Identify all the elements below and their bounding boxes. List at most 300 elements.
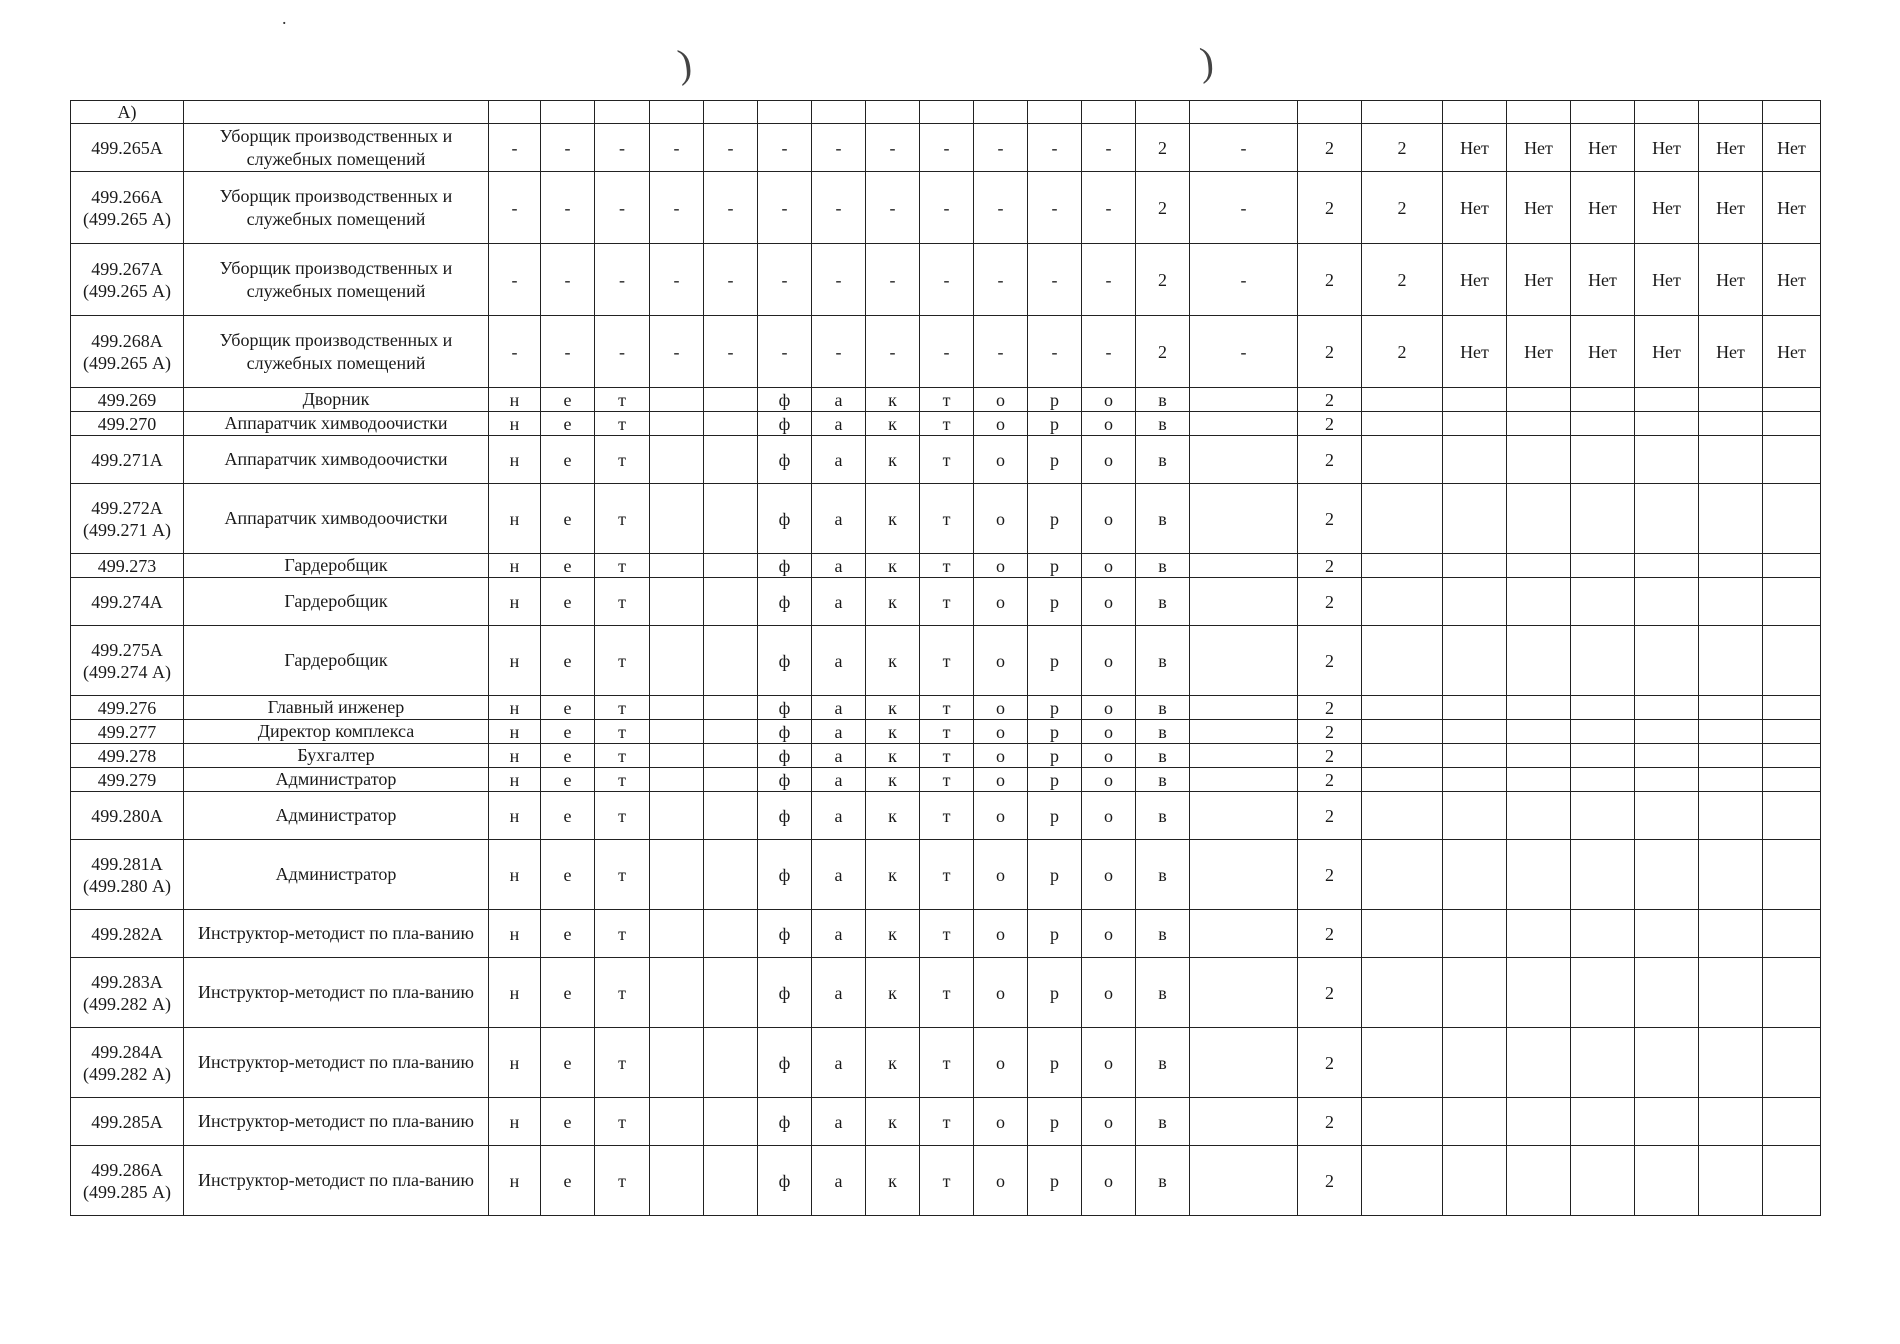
- value-cell: о: [974, 626, 1028, 696]
- value-cell: Нет: [1507, 124, 1571, 172]
- value-cell: о: [1082, 626, 1136, 696]
- value-cell: ф: [758, 1028, 812, 1098]
- value-cell: а: [812, 554, 866, 578]
- value-cell: Нет: [1571, 124, 1635, 172]
- empty-cell: [812, 101, 866, 124]
- empty-cell: [1190, 101, 1298, 124]
- empty-cell: [1082, 101, 1136, 124]
- value-cell: т: [595, 792, 650, 840]
- table-row: [71, 554, 1821, 578]
- empty-cell: [1507, 1028, 1571, 1098]
- empty-cell: [1763, 792, 1821, 840]
- value-cell: е: [541, 484, 595, 554]
- value-cell: -: [920, 172, 974, 244]
- empty-cell: [1362, 578, 1443, 626]
- value-cell: -: [758, 124, 812, 172]
- value-cell: е: [541, 840, 595, 910]
- value-cell: 2: [1298, 578, 1362, 626]
- value-cell: р: [1028, 958, 1082, 1028]
- value-cell: [704, 840, 758, 910]
- empty-cell: [1635, 1098, 1699, 1146]
- value-cell: к: [866, 388, 920, 412]
- workplace-code-cell: 499.277: [71, 720, 184, 744]
- table-row: [71, 316, 1821, 388]
- value-cell: [704, 436, 758, 484]
- value-cell: к: [866, 436, 920, 484]
- empty-cell: [1443, 768, 1507, 792]
- empty-cell: [1763, 578, 1821, 626]
- value-cell: [704, 554, 758, 578]
- value-cell: а: [812, 436, 866, 484]
- scan-bracket-mark: ): [1197, 38, 1216, 85]
- value-cell: о: [1082, 720, 1136, 744]
- value-cell: а: [812, 578, 866, 626]
- workplace-code-cell: 499.280А: [71, 792, 184, 840]
- value-cell: е: [541, 720, 595, 744]
- empty-cell: [1507, 910, 1571, 958]
- value-cell: о: [974, 484, 1028, 554]
- value-cell: 2: [1362, 172, 1443, 244]
- empty-cell: [1763, 744, 1821, 768]
- value-cell: о: [974, 720, 1028, 744]
- position-name-cell: Дворник: [184, 388, 489, 412]
- position-name-cell: Инструктор-методист по пла-ванию: [184, 1146, 489, 1216]
- value-cell: 2: [1362, 316, 1443, 388]
- table-row: [71, 744, 1821, 768]
- table-row: [71, 578, 1821, 626]
- value-cell: -: [866, 244, 920, 316]
- value-cell: о: [974, 554, 1028, 578]
- value-cell: т: [595, 626, 650, 696]
- value-cell: [650, 744, 704, 768]
- value-cell: -: [1028, 244, 1082, 316]
- value-cell: р: [1028, 1098, 1082, 1146]
- value-cell: 2: [1298, 244, 1362, 316]
- value-cell: -: [541, 172, 595, 244]
- empty-cell: [1507, 744, 1571, 768]
- empty-cell: [1362, 792, 1443, 840]
- value-cell: -: [758, 316, 812, 388]
- empty-cell: [1635, 578, 1699, 626]
- empty-cell: [1699, 626, 1763, 696]
- value-cell: т: [595, 720, 650, 744]
- value-cell: 2: [1298, 910, 1362, 958]
- empty-cell: [1507, 578, 1571, 626]
- empty-cell: [1699, 792, 1763, 840]
- empty-cell: [1571, 412, 1635, 436]
- empty-cell: [1443, 626, 1507, 696]
- value-cell: в: [1136, 554, 1190, 578]
- empty-cell: [1362, 1028, 1443, 1098]
- empty-cell: [1635, 101, 1699, 124]
- value-cell: -: [920, 316, 974, 388]
- empty-cell: [1507, 1146, 1571, 1216]
- value-cell: а: [812, 1098, 866, 1146]
- value-cell: к: [866, 578, 920, 626]
- value-cell: [1190, 768, 1298, 792]
- value-cell: [650, 1098, 704, 1146]
- empty-cell: [1507, 412, 1571, 436]
- value-cell: о: [1082, 1098, 1136, 1146]
- value-cell: ф: [758, 578, 812, 626]
- position-name-cell: Аппаратчик химводоочистки: [184, 484, 489, 554]
- value-cell: -: [974, 244, 1028, 316]
- value-cell: 2: [1298, 696, 1362, 720]
- empty-cell: [1699, 101, 1763, 124]
- value-cell: т: [595, 1028, 650, 1098]
- value-cell: -: [920, 124, 974, 172]
- empty-cell: [1443, 101, 1507, 124]
- value-cell: -: [541, 124, 595, 172]
- value-cell: Нет: [1699, 124, 1763, 172]
- empty-cell: [1507, 388, 1571, 412]
- value-cell: [1190, 696, 1298, 720]
- value-cell: ф: [758, 958, 812, 1028]
- workplace-code-cell: 499.270: [71, 412, 184, 436]
- value-cell: -: [1190, 244, 1298, 316]
- value-cell: ф: [758, 910, 812, 958]
- value-cell: [650, 1146, 704, 1216]
- empty-cell: [1443, 1146, 1507, 1216]
- table-row: [71, 412, 1821, 436]
- value-cell: [650, 768, 704, 792]
- value-cell: а: [812, 412, 866, 436]
- empty-cell: [1507, 554, 1571, 578]
- value-cell: 2: [1298, 388, 1362, 412]
- empty-cell: [1635, 484, 1699, 554]
- value-cell: [1190, 910, 1298, 958]
- value-cell: 2: [1136, 244, 1190, 316]
- position-name-cell: Гардеробщик: [184, 554, 489, 578]
- empty-cell: [1507, 626, 1571, 696]
- value-cell: н: [489, 554, 541, 578]
- empty-cell: [1635, 436, 1699, 484]
- position-name-cell: Инструктор-методист по пла-ванию: [184, 958, 489, 1028]
- empty-cell: [1571, 554, 1635, 578]
- value-cell: [704, 626, 758, 696]
- value-cell: -: [650, 124, 704, 172]
- value-cell: в: [1136, 412, 1190, 436]
- empty-cell: [1763, 388, 1821, 412]
- value-cell: [650, 910, 704, 958]
- workplace-code-cell: 499.285А: [71, 1098, 184, 1146]
- value-cell: ф: [758, 1146, 812, 1216]
- value-cell: о: [1082, 768, 1136, 792]
- value-cell: н: [489, 388, 541, 412]
- value-cell: Нет: [1507, 316, 1571, 388]
- table-row: [71, 910, 1821, 958]
- empty-cell: [1635, 626, 1699, 696]
- value-cell: Нет: [1571, 244, 1635, 316]
- workplace-code-cell: 499.273: [71, 554, 184, 578]
- value-cell: р: [1028, 792, 1082, 840]
- value-cell: -: [489, 316, 541, 388]
- empty-cell: [1763, 720, 1821, 744]
- value-cell: т: [595, 412, 650, 436]
- value-cell: 2: [1136, 124, 1190, 172]
- empty-cell: [1699, 768, 1763, 792]
- value-cell: н: [489, 910, 541, 958]
- position-name-cell: Инструктор-методист по пла-ванию: [184, 1098, 489, 1146]
- value-cell: т: [595, 768, 650, 792]
- value-cell: н: [489, 720, 541, 744]
- table-row: [71, 244, 1821, 316]
- value-cell: [1190, 436, 1298, 484]
- empty-cell: [1571, 910, 1635, 958]
- value-cell: е: [541, 1028, 595, 1098]
- value-cell: т: [595, 436, 650, 484]
- value-cell: -: [1028, 124, 1082, 172]
- value-cell: т: [920, 554, 974, 578]
- empty-cell: [1443, 388, 1507, 412]
- value-cell: к: [866, 768, 920, 792]
- position-name-cell: Гардеробщик: [184, 626, 489, 696]
- value-cell: е: [541, 388, 595, 412]
- value-cell: [704, 1146, 758, 1216]
- workplace-code-cell: 499.279: [71, 768, 184, 792]
- workplace-code-cell: 499.275А (499.274 А): [71, 626, 184, 696]
- value-cell: [1190, 792, 1298, 840]
- value-cell: е: [541, 412, 595, 436]
- value-cell: 2: [1362, 124, 1443, 172]
- value-cell: -: [1190, 124, 1298, 172]
- value-cell: т: [595, 484, 650, 554]
- value-cell: в: [1136, 696, 1190, 720]
- value-cell: а: [812, 958, 866, 1028]
- value-cell: о: [1082, 412, 1136, 436]
- value-cell: в: [1136, 1028, 1190, 1098]
- value-cell: [1190, 1098, 1298, 1146]
- value-cell: ф: [758, 696, 812, 720]
- value-cell: 2: [1298, 316, 1362, 388]
- value-cell: Нет: [1635, 316, 1699, 388]
- value-cell: т: [595, 1098, 650, 1146]
- value-cell: [1190, 554, 1298, 578]
- value-cell: [704, 696, 758, 720]
- empty-cell: [1763, 554, 1821, 578]
- value-cell: к: [866, 1146, 920, 1216]
- value-cell: р: [1028, 388, 1082, 412]
- empty-cell: [1763, 412, 1821, 436]
- value-cell: в: [1136, 626, 1190, 696]
- value-cell: ф: [758, 554, 812, 578]
- table-row: [71, 958, 1821, 1028]
- empty-cell: [920, 101, 974, 124]
- value-cell: н: [489, 696, 541, 720]
- empty-cell: [974, 101, 1028, 124]
- value-cell: к: [866, 696, 920, 720]
- value-cell: Нет: [1443, 172, 1507, 244]
- value-cell: -: [595, 124, 650, 172]
- workplace-code-cell: 499.266А (499.265 А): [71, 172, 184, 244]
- empty-cell: [1362, 436, 1443, 484]
- empty-cell: [1571, 958, 1635, 1028]
- value-cell: о: [1082, 484, 1136, 554]
- table-row: [71, 720, 1821, 744]
- value-cell: [704, 484, 758, 554]
- empty-cell: [1362, 958, 1443, 1028]
- value-cell: р: [1028, 484, 1082, 554]
- value-cell: о: [974, 412, 1028, 436]
- empty-cell: [1763, 910, 1821, 958]
- value-cell: а: [812, 720, 866, 744]
- workplace-code-cell: 499.283А (499.282 А): [71, 958, 184, 1028]
- value-cell: н: [489, 436, 541, 484]
- value-cell: 2: [1136, 172, 1190, 244]
- value-cell: [650, 958, 704, 1028]
- empty-cell: [1571, 768, 1635, 792]
- value-cell: р: [1028, 578, 1082, 626]
- value-cell: -: [1082, 124, 1136, 172]
- value-cell: а: [812, 626, 866, 696]
- value-cell: -: [1028, 172, 1082, 244]
- table-row: [71, 124, 1821, 172]
- value-cell: Нет: [1635, 244, 1699, 316]
- value-cell: в: [1136, 484, 1190, 554]
- value-cell: о: [1082, 792, 1136, 840]
- empty-cell: [489, 101, 541, 124]
- empty-cell: [1763, 436, 1821, 484]
- value-cell: 2: [1298, 1098, 1362, 1146]
- value-cell: о: [1082, 910, 1136, 958]
- empty-cell: [1635, 840, 1699, 910]
- value-cell: р: [1028, 768, 1082, 792]
- empty-cell: [1699, 910, 1763, 958]
- value-cell: т: [920, 696, 974, 720]
- value-cell: [650, 484, 704, 554]
- value-cell: [1190, 720, 1298, 744]
- empty-cell: [1571, 840, 1635, 910]
- value-cell: р: [1028, 554, 1082, 578]
- empty-cell: [1571, 1146, 1635, 1216]
- value-cell: о: [974, 768, 1028, 792]
- table-row: [71, 1146, 1821, 1216]
- value-cell: -: [1082, 244, 1136, 316]
- value-cell: Нет: [1571, 172, 1635, 244]
- value-cell: р: [1028, 1146, 1082, 1216]
- value-cell: р: [1028, 720, 1082, 744]
- empty-cell: [1136, 101, 1190, 124]
- table-row: [71, 792, 1821, 840]
- value-cell: в: [1136, 1098, 1190, 1146]
- empty-cell: [1507, 101, 1571, 124]
- value-cell: е: [541, 578, 595, 626]
- value-cell: е: [541, 626, 595, 696]
- value-cell: р: [1028, 696, 1082, 720]
- value-cell: ф: [758, 840, 812, 910]
- empty-cell: [1571, 744, 1635, 768]
- value-cell: [1190, 840, 1298, 910]
- value-cell: [704, 792, 758, 840]
- empty-cell: [1362, 768, 1443, 792]
- value-cell: [1190, 484, 1298, 554]
- empty-cell: [1699, 436, 1763, 484]
- value-cell: о: [1082, 554, 1136, 578]
- value-cell: а: [812, 696, 866, 720]
- empty-cell: [1507, 696, 1571, 720]
- empty-cell: [1362, 388, 1443, 412]
- value-cell: [650, 626, 704, 696]
- value-cell: к: [866, 1028, 920, 1098]
- table-row: [71, 172, 1821, 244]
- empty-cell: [1362, 910, 1443, 958]
- empty-cell: [1699, 1028, 1763, 1098]
- value-cell: -: [1028, 316, 1082, 388]
- value-cell: р: [1028, 412, 1082, 436]
- value-cell: [704, 1098, 758, 1146]
- value-cell: 2: [1362, 244, 1443, 316]
- value-cell: т: [920, 1028, 974, 1098]
- workplace-code-cell: 499.286А (499.285 А): [71, 1146, 184, 1216]
- value-cell: в: [1136, 744, 1190, 768]
- scan-bracket-mark: ): [674, 40, 695, 87]
- value-cell: [704, 768, 758, 792]
- value-cell: е: [541, 744, 595, 768]
- empty-cell: [1635, 720, 1699, 744]
- empty-cell: [1362, 484, 1443, 554]
- empty-cell: [1635, 744, 1699, 768]
- value-cell: Нет: [1443, 124, 1507, 172]
- value-cell: Нет: [1763, 124, 1821, 172]
- value-cell: -: [974, 124, 1028, 172]
- position-name-cell: Инструктор-методист по пла-ванию: [184, 910, 489, 958]
- value-cell: 2: [1298, 436, 1362, 484]
- value-cell: т: [920, 626, 974, 696]
- value-cell: к: [866, 412, 920, 436]
- workplace-code-cell: 499.265А: [71, 124, 184, 172]
- value-cell: р: [1028, 626, 1082, 696]
- empty-cell: [1763, 484, 1821, 554]
- value-cell: 2: [1298, 768, 1362, 792]
- workplace-code-cell: 499.269: [71, 388, 184, 412]
- value-cell: а: [812, 484, 866, 554]
- value-cell: т: [920, 1146, 974, 1216]
- value-cell: ф: [758, 792, 812, 840]
- empty-cell: [1443, 1098, 1507, 1146]
- position-name-cell: Инструктор-методист по пла-ванию: [184, 1028, 489, 1098]
- position-name-cell: Уборщик производственных и служебных помещений: [184, 172, 489, 244]
- position-name-cell: Аппаратчик химводоочистки: [184, 412, 489, 436]
- value-cell: [704, 1028, 758, 1098]
- value-cell: а: [812, 744, 866, 768]
- position-name-cell: Бухгалтер: [184, 744, 489, 768]
- workplace-code-cell: 499.284А (499.282 А): [71, 1028, 184, 1098]
- value-cell: Нет: [1507, 244, 1571, 316]
- value-cell: а: [812, 792, 866, 840]
- value-cell: н: [489, 744, 541, 768]
- empty-cell: [1571, 578, 1635, 626]
- value-cell: [1190, 1146, 1298, 1216]
- value-cell: ф: [758, 744, 812, 768]
- empty-cell: [1362, 412, 1443, 436]
- empty-cell: [1443, 958, 1507, 1028]
- value-cell: о: [974, 388, 1028, 412]
- empty-cell: [1443, 792, 1507, 840]
- value-cell: н: [489, 768, 541, 792]
- value-cell: [650, 412, 704, 436]
- empty-cell: [1507, 484, 1571, 554]
- value-cell: е: [541, 910, 595, 958]
- value-cell: в: [1136, 792, 1190, 840]
- value-cell: [704, 720, 758, 744]
- value-cell: 2: [1298, 840, 1362, 910]
- value-cell: ф: [758, 1098, 812, 1146]
- empty-cell: [1635, 696, 1699, 720]
- empty-cell: [1635, 910, 1699, 958]
- empty-cell: [1635, 1146, 1699, 1216]
- value-cell: 2: [1298, 792, 1362, 840]
- value-cell: -: [650, 244, 704, 316]
